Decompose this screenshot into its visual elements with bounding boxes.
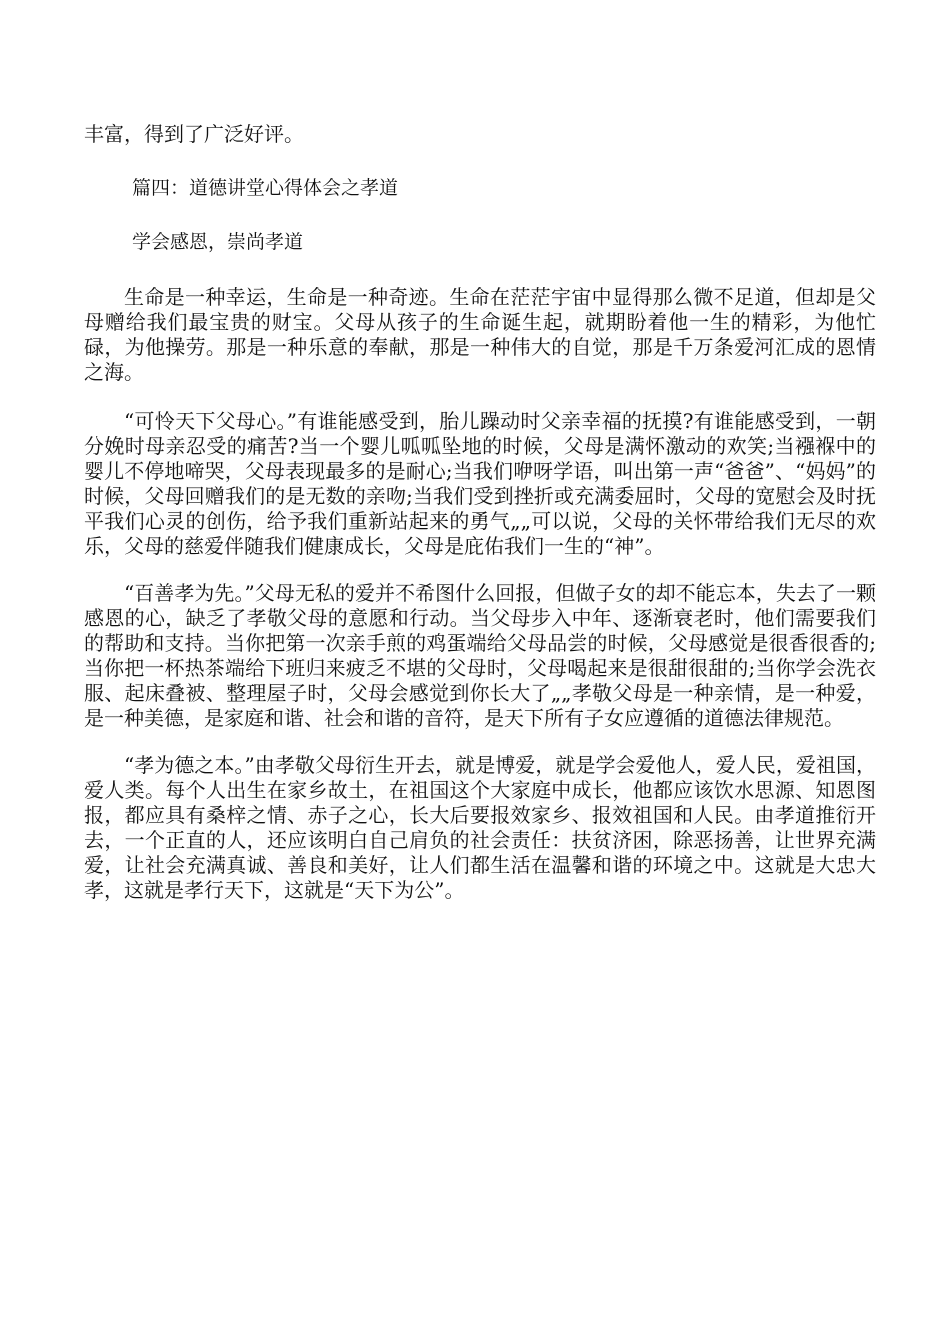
paragraph-filial-first: “百善孝为先。”父母无私的爱并不希图什么回报，但做子女的却不能忘本，失去了一颗感恩的心，缺乏了孝敬父母的意愿和行动。当父母步入中年、逐渐衰老时，他们需要我们的帮助和支持。当你把第一次亲手煎的鸡蛋端给父母品尝的时候，父母感觉是很香很香的;当你把一杯热茶端给下班归来疲乏不堪的父母时，父母喝起来是很甜很甜的;当你学会洗衣服、起床叠被、整理屋子时，父母会感觉到你长大了„„孝敬父母是一种亲情，是一种爱，是一种美德，是家庭和谐、社会和谐的音符，是天下所有子女应遵循的道德法律规范。 bbox=[84, 581, 876, 730]
paragraph-parents-heart: “可怜天下父母心。”有谁能感受到，胎儿躁动时父亲幸福的抚摸?有谁能感受到，一朝分娩时母亲忍受的痛苦?当一个婴儿呱呱坠地的时候，父母是满怀激动的欢笑;当襁褓中的婴儿不停地啼哭，父母表现最多的是耐心;当我们咿呀学语，叫出第一声“爸爸”、“妈妈”的时候，父母回赠我们的是无数的亲吻;当我们受到挫折或充满委屈时，父母的宽慰会及时抚平我们心灵的创伤，给予我们重新站起来的勇气„„可以说，父母的关怀带给我们无尽的欢乐，父母的慈爱伴随我们健康成长，父母是庇佑我们一生的“神”。 bbox=[84, 409, 876, 558]
paragraph-filial-virtue: “孝为德之本。”由孝敬父母衍生开去，就是博爱，就是学会爱他人，爱人民，爱祖国，爱人类。每个人出生在家乡故土，在祖国这个大家庭中成长，他都应该饮水思源、知恩图报，都应具有桑梓之情、赤子之心，长大后要报效家乡、报效祖国和人民。由孝道推衍开去，一个正直的人，还应该明白自己肩负的社会责任：扶贫济困，除恶扬善，让世界充满爱，让社会充满真诚、善良和美好，让人们都生活在温馨和谐的环境之中。这就是大忠大孝，这就是孝行天下，这就是“天下为公”。 bbox=[84, 753, 876, 902]
continuation-line: 丰富，得到了广泛好评。 bbox=[84, 122, 304, 146]
section-heading: 篇四：道德讲堂心得体会之孝道 bbox=[132, 177, 399, 199]
paragraph-life-miracle: 生命是一种幸运，生命是一种奇迹。生命在茫茫宇宙中显得那么微不足道，但却是父母赠给我们最宝贵的财宝。父母从孩子的生命诞生起，就期盼着他一生的精彩，为他忙碌，为他操劳。那是一种乐意的奉献，那是一种伟大的自觉，那是千万条爱河汇成的恩情之海。 bbox=[84, 285, 876, 384]
document-body bbox=[84, 122, 876, 903]
essay-subtitle: 学会感恩，崇尚孝道 bbox=[132, 231, 304, 253]
